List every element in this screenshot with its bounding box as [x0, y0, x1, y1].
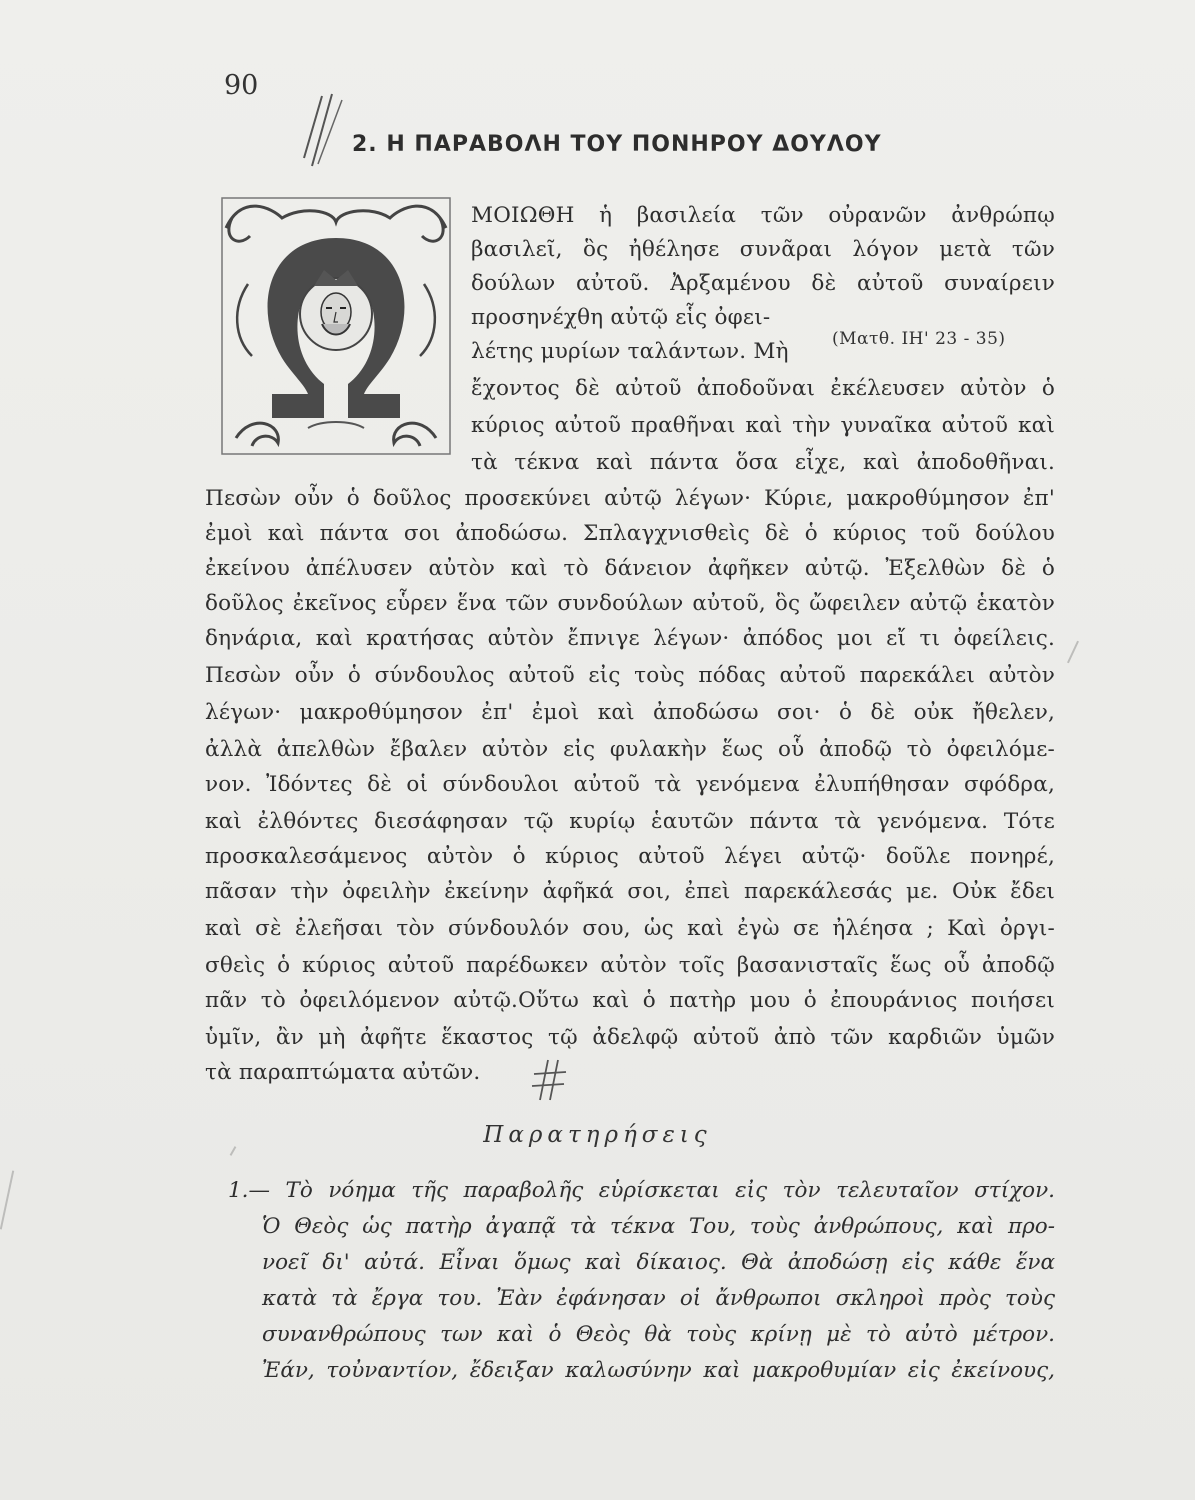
body-line: ἀλλὰ ἀπελθὼν ἔβαλεν αὐτὸν εἰς φυλακὴν ἕως οὗ ἀποδῷ τὸ ὀφειλόμε- [205, 737, 1055, 762]
body-line: κύριος αὐτοῦ πραθῆναι καὶ τὴν γυναῖκα αὐτοῦ καὶ [471, 413, 1055, 438]
note-line: Ἐάν, τοὐναντίον, ἔδειξαν καλωσύνην καὶ μακροθυμίαν εἰς ἐκείνους, [262, 1358, 1055, 1383]
body-line: δηνάρια, καὶ κρατήσας αὐτὸν ἔπνιγε λέγων· ἀπόδος μοι εἴ τι ὀφείλεις. [205, 626, 1055, 651]
scripture-reference: (Ματθ. ΙΗ' 23 - 35) [832, 329, 1006, 349]
body-line: ἐμοὶ καὶ πάντα σοι ἀποδώσω. Σπλαγχνισθεὶς δὲ ὁ κύριος τοῦ δούλου [205, 521, 1055, 546]
body-line: Πεσὼν οὖν ὁ σύνδουλος αὐτοῦ εἰς τοὺς πόδας αὐτοῦ παρεκάλει αὐτὸν [205, 663, 1055, 688]
body-line: δοῦλος ἐκεῖνος εὗρεν ἕνα τῶν συνδούλων αὐτοῦ, ὃς ὤφειλεν αὐτῷ ἑκατὸν [205, 591, 1055, 616]
note-line: Ὁ Θεὸς ὡς πατὴρ ἀγαπᾷ τὰ τέκνα Του, τοὺς ἀνθρώπους, καὶ προ- [262, 1214, 1055, 1239]
body-line: πᾶσαν τὴν ὀφειλὴν ἐκείνην ἀφῆκά σοι, ἐπεὶ παρεκάλεσάς με. Οὐκ ἔδει [205, 879, 1055, 904]
body-line: σθεὶς ὁ κύριος αὐτοῦ παρέδωκεν αὐτὸν τοῖς βασανισταῖς ἕως οὗ ἀποδῷ [205, 953, 1055, 978]
scan-artifact [0, 1170, 14, 1229]
note-line: 1.— Τὸ νόημα τῆς παραβολῆς εὑρίσκεται εἰς τὸν τελευταῖον στίχον. [228, 1178, 1055, 1203]
body-line: ἐκείνου ἀπέλυσεν αὐτὸν καὶ τὸ δάνειον ἀφῆκεν αὐτῷ. Ἐξελθὼν δὲ ὁ [205, 556, 1055, 581]
body-line: λέγων· μακροθύμησον ἐπ' ἐμοὶ καὶ ἀποδώσω σοι· ὁ δὲ οὐκ ἤθελεν, [205, 700, 1055, 725]
body-line: καὶ σὲ ἐλεῆσαι τὸν σύνδουλόν σου, ὡς καὶ ἐγὼ σε ἠλέησα ; Καὶ ὀργι- [205, 916, 1055, 941]
body-line: προσηνέχθη αὐτῷ εἷς ὀφει- [471, 305, 771, 330]
body-line: νον. Ἰδόντες δὲ οἱ σύνδουλοι αὐτοῦ τὰ γενόμενα ἐλυπήθησαν σφόδρα, [205, 772, 1055, 797]
body-line: πᾶν τὸ ὀφειλόμενον αὐτῷ.Οὕτω καὶ ὁ πατὴρ μου ὁ ἐπουράνιος ποιήσει [205, 988, 1055, 1013]
note-line: συνανθρώπους των καὶ ὁ Θεὸς θὰ τοὺς κρίνῃ μὲ τὸ αὐτὸ μέτρον. [262, 1322, 1055, 1347]
scan-artifact [1067, 641, 1079, 664]
body-line: λέτης μυρίων ταλάντων. Μὴ [471, 339, 789, 364]
handwritten-double-slash-mark [296, 92, 356, 172]
body-line: τὰ τέκνα καὶ πάντα ὅσα εἶχε, καὶ ἀποδοθῆναι. [471, 450, 1055, 475]
body-line: ΜΟΙΩΘΗ ἡ βασιλεία τῶν οὐρανῶν ἀνθρώπῳ [471, 203, 1055, 228]
body-line-last: τὰ παραπτώματα αὐτῶν. [205, 1060, 481, 1085]
body-line: ἔχοντος δὲ αὐτοῦ ἀποδοῦναι ἐκέλευσεν αὐτὸν ὁ [471, 376, 1055, 401]
body-line: προσκαλεσάμενος αὐτὸν ὁ κύριος αὐτοῦ λέγει αὐτῷ· δοῦλε πονηρέ, [205, 844, 1055, 869]
body-line: καὶ ἐλθόντες διεσάφησαν τῷ κυρίῳ ἑαυτῶν πάντα τὰ γενόμενα. Τότε [205, 809, 1055, 834]
body-line: ὑμῖν, ἂν μὴ ἀφῆτε ἕκαστος τῷ ἀδελφῷ αὐτοῦ ἀπὸ τῶν καρδιῶν ὑμῶν [205, 1025, 1055, 1050]
body-line: Πεσὼν οὖν ὁ δοῦλος προσεκύνει αὐτῷ λέγων· Κύριε, μακροθύμησον ἐπ' [205, 486, 1055, 511]
notes-heading: Παρατηρήσεις [483, 1122, 712, 1148]
body-line: δούλων αὐτοῦ. Ἀρξαμένου δὲ αὐτοῦ συναίρειν [471, 271, 1055, 296]
note-line: νοεῖ δι' αὐτά. Εἶναι ὅμως καὶ δίκαιος. Θὰ ἀποδώσῃ εἰς κάθε ἕνα [262, 1250, 1055, 1275]
handwritten-hash-mark [528, 1058, 570, 1102]
note-line: κατὰ τὰ ἔργα του. Ἐὰν ἐφάνησαν οἱ ἄνθρωποι σκληροὶ πρὸς τοὺς [262, 1286, 1055, 1311]
page-number: 90 [224, 70, 259, 101]
body-line: βασιλεῖ, ὃς ἠθέλησε συνᾶραι λόγον μετὰ τῶν [471, 237, 1055, 262]
decorated-initial-omega-icon [212, 188, 460, 462]
chapter-title: 2. Η ΠΑΡΑΒΟΛΗ ΤΟΥ ΠΟΝΗΡΟΥ ΔΟΥΛΟΥ [352, 132, 882, 157]
